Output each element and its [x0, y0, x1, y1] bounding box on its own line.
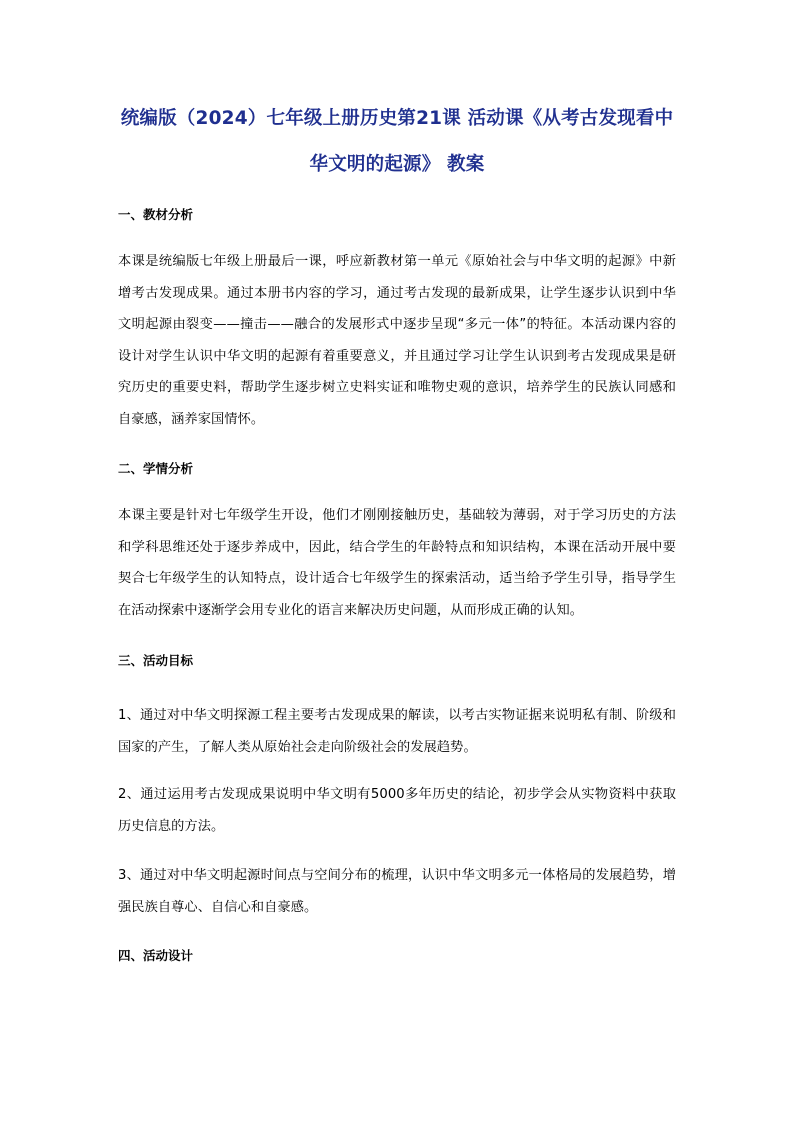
section-heading-activity-goals: 三、活动目标: [118, 653, 194, 668]
document-title: [100, 96, 694, 188]
section-heading-textbook-analysis: 一、教材分析: [118, 207, 194, 222]
paragraph-student-analysis: 本课主要是针对七年级学生开设，他们才刚刚接触历史，基础较为薄弱，对于学习历史的方法和学科思维还处于逐步养成中，因此，结合学生的年龄特点和知识结构，本课在活动开展中要契合七年级学生的认知特点，设计适合七年级学生的探索活动，适当给予学生引导，指导学生在活动探索中逐渐学会用专业化的语言来解决历史问题，从而形成正确的认知。: [118, 508, 676, 618]
paragraph-textbook-analysis: 本课是统编版七年级上册最后一课，呼应新教材第一单元《原始社会与中华文明的起源》中新增考古发现成果。通过本册书内容的学习，通过考古发现的最新成果，让学生逐步认识到中华文明起源由裂变——撞击——融合的发展形式中逐步呈现“多元一体”的特征。本活动课内容的设计对学生认识中华文明的起源有着重要意义，并且通过学习让学生认识到考古发现成果是研究历史的重要史料，帮助学生逐步树立史料实证和唯物史观的意识，培养学生的民族认同感和自豪感，涵养家国情怀。: [118, 254, 676, 427]
document-title-line-2: 华文明的起源》 教案: [309, 154, 485, 175]
goal-item-1: 1、通过对中华文明探源工程主要考古发现成果的解读，以考古实物证据来说明私有制、阶级和国家的产生，了解人类从原始社会走向阶级社会的发展趋势。: [118, 708, 676, 755]
section-heading-student-analysis: 二、学情分析: [118, 461, 194, 476]
document-title-block: [100, 96, 694, 188]
goal-item-2: 2、通过运用考古发现成果说明中华文明有5000多年历史的结论，初步学会从实物资料中获取历史信息的方法。: [118, 787, 676, 834]
goal-item-3: 3、通过对中华文明起源时间点与空间分布的梳理，认识中华文明多元一体格局的发展趋势，增强民族自尊心、自信心和自豪感。: [118, 868, 676, 915]
section-heading-activity-design: 四、活动设计: [118, 948, 194, 963]
document-title-line-1: 统编版（2024）七年级上册历史第21课 活动课《从考古发现看中: [120, 108, 674, 129]
